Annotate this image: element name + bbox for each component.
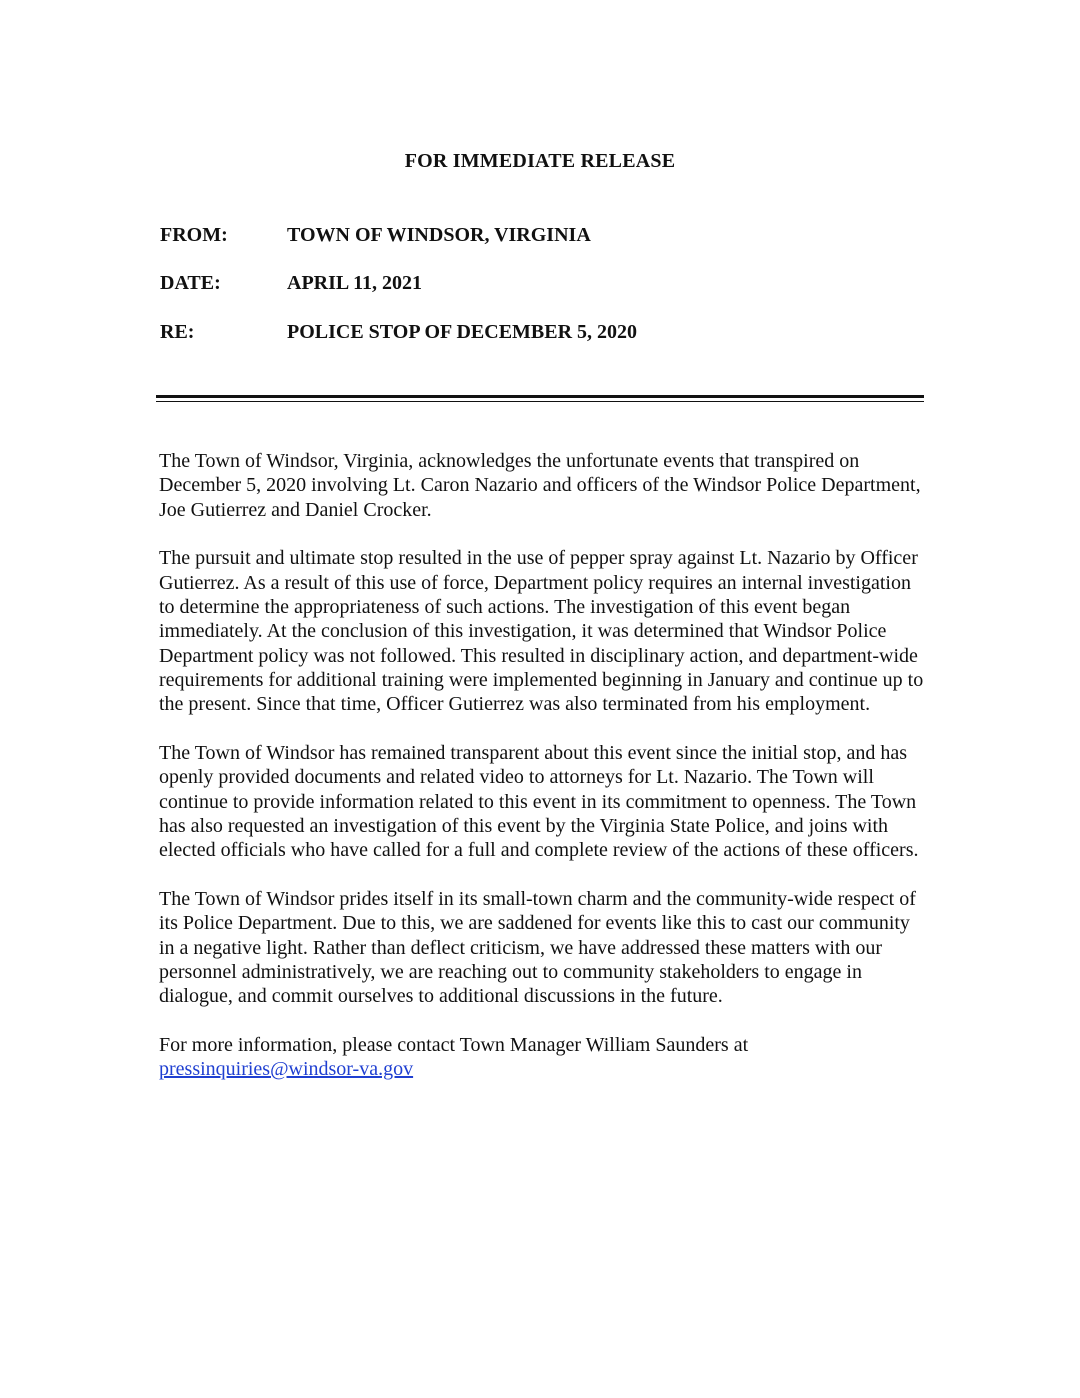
body-paragraph-4: The Town of Windsor prides itself in its small-town charm and the community-wide respect of its Police Department. Due to this, we are saddened for events like this to cast our community in a negative light. Rather than deflect criticism, we have addressed these matters with our personnel administratively, we are reaching out to community stakeholders to engage in dialogue, and commit ourselves to additional discussions in the future.: [159, 887, 916, 1008]
date-label: DATE:: [160, 272, 221, 294]
body-paragraph-1: The Town of Windsor, Virginia, acknowledges the unfortunate events that transpired on December 5, 2020 involving Lt. Caron Nazario and officers of the Windsor Police Department, Joe Gutierrez and Daniel Crocker.: [159, 450, 921, 521]
release-body: [159, 449, 929, 1106]
header-divider-thin: [156, 401, 924, 402]
body-paragraph-3: The Town of Windsor has remained transparent about this event since the initial stop, and has openly provided documents and related video to attorneys for Lt. Nazario. The Town will continue to provide information related to this event in its commitment to openness. The Town has also requested an investigation of this event by the Virginia State Police, and joins with elected officials who have called for a full and complete review of the actions of these officers.: [159, 741, 919, 862]
from-label: FROM:: [160, 224, 228, 246]
contact-paragraph: [159, 1033, 929, 1082]
from-value: TOWN OF WINDSOR, VIRGINIA: [287, 224, 591, 246]
date-row: [160, 272, 422, 295]
re-row: [160, 321, 637, 344]
re-label: RE:: [160, 321, 195, 343]
from-row: [160, 224, 591, 247]
contact-text: For more information, please contact Town Manager William Saunders at: [159, 1033, 749, 1056]
re-value: POLICE STOP OF DECEMBER 5, 2020: [287, 321, 638, 343]
release-title: FOR IMMEDIATE RELEASE: [404, 150, 676, 172]
date-value: APRIL 11, 2021: [287, 272, 423, 294]
contact-email-link[interactable]: pressinquiries@windsor-va.gov: [159, 1058, 414, 1081]
header-divider-thick: [156, 395, 924, 398]
body-paragraph-2: The pursuit and ultimate stop resulted in the use of pepper spray against Lt. Nazario by Officer Gutierrez. As a result of this use of force, Department policy requires an internal investigation to determine the appropriateness of such actions. The investigation of this event began immediately. At the conclusion of this investigation, it was determined that Windsor Police Department policy was not followed. This resulted in disciplinary action, and department-wide requirements for additional training were implemented beginning in January and continue up to the present. Since that time, Officer Gutierrez was also terminated from his employment.: [159, 547, 924, 716]
